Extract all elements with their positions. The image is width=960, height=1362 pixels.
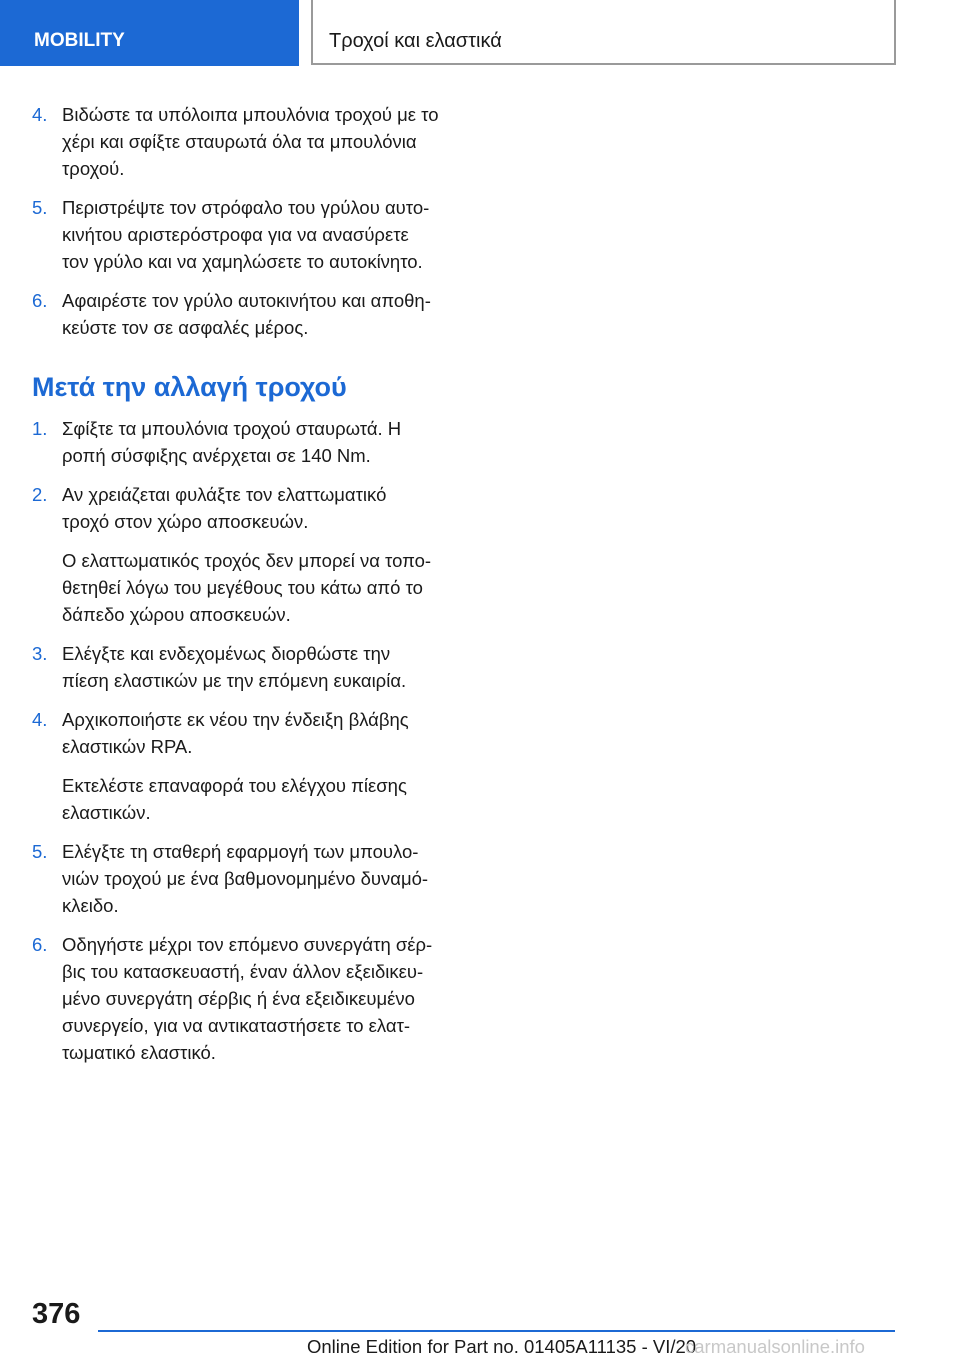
- step-text-line: Αφαιρέστε τον γρύλο αυτοκινήτου και αποθη‐: [62, 290, 431, 311]
- step-text-line: Ελέγξτε τη σταθερή εφαρμογή των μπουλο‐: [62, 841, 419, 862]
- footer-edition: Online Edition for Part no. 01405A11135 - VI/20: [307, 1336, 697, 1357]
- step-number: 6.: [32, 290, 48, 311]
- step-text-line: χέρι και σφίξτε σταυρωτά όλα τα μπουλόνια: [62, 131, 417, 152]
- chapter-title: Τροχοί και ελαστικά: [311, 0, 896, 65]
- page-content: [32, 101, 452, 1078]
- list-item: [32, 287, 452, 341]
- list-item: [32, 640, 452, 694]
- step-number: 6.: [32, 934, 48, 955]
- steps-list-after: [32, 415, 452, 1066]
- step-text-line: ελαστικών RPA.: [62, 736, 193, 757]
- footer-divider: [98, 1330, 895, 1332]
- step-text-line: κεύστε τον σε ασφαλές μέρος.: [62, 317, 309, 338]
- step-text-line: κινήτου αριστερόστροφα για να ανασύρετε: [62, 224, 409, 245]
- step-note: [62, 772, 452, 826]
- list-item: [32, 415, 452, 469]
- step-text-line: Αρχικοποιήστε εκ νέου την ένδειξη βλάβης: [62, 709, 409, 730]
- step-text-line: Σφίξτε τα μπουλόνια τροχού σταυρωτά. Η: [62, 418, 402, 439]
- step-text-line: Περιστρέψτε τον στρόφαλο του γρύλου αυτο‐: [62, 197, 430, 218]
- step-text-line: τροχό στον χώρο αποσκευών.: [62, 511, 309, 532]
- step-note: [62, 547, 452, 628]
- step-number: 4.: [32, 709, 48, 730]
- step-note-line: θετηθεί λόγω του μεγέθους του κάτω από το: [62, 577, 423, 598]
- step-number: 4.: [32, 104, 48, 125]
- step-text-line: τον γρύλο και να χαμηλώσετε το αυτοκίνητο.: [62, 251, 423, 272]
- step-number: 2.: [32, 484, 48, 505]
- step-text-line: συνεργείο, για να αντικαταστήσετε το ελατ‐: [62, 1015, 411, 1036]
- list-item: [32, 101, 452, 182]
- step-number: 1.: [32, 418, 48, 439]
- step-text-line: πίεση ελαστικών με την επόμενη ευκαιρία.: [62, 670, 407, 691]
- step-note-line: Ο ελαττωματικός τροχός δεν μπορεί να τοπο‐: [62, 550, 432, 571]
- step-text-line: μένο συνεργάτη σέρβις ή ένα εξειδικευμένο: [62, 988, 415, 1009]
- step-text-line: τροχού.: [62, 158, 125, 179]
- step-text-line: νιών τροχού με ένα βαθμονομημένο δυναμό‐: [62, 868, 429, 889]
- list-item: [32, 481, 452, 628]
- step-text-line: Ελέγξτε και ενδεχομένως διορθώστε την: [62, 643, 391, 664]
- step-note-line: δάπεδο χώρου αποσκευών.: [62, 604, 291, 625]
- step-note-line: ελαστικών.: [62, 802, 151, 823]
- section-heading: Μετά την αλλαγή τροχού: [32, 372, 347, 402]
- step-text-line: τωματικό ελαστικό.: [62, 1042, 216, 1063]
- steps-list-top: [32, 101, 452, 341]
- step-number: 5.: [32, 197, 48, 218]
- list-item: [32, 931, 452, 1066]
- step-text-line: βις του κατασκευαστή, έναν άλλον εξειδικευ‐: [62, 961, 424, 982]
- list-item: [32, 194, 452, 275]
- step-text-line: ροπή σύσφιξης ανέρχεται σε 140 Nm.: [62, 445, 371, 466]
- section-tab: MOBILITY: [0, 0, 299, 66]
- page-number: 376: [32, 1298, 81, 1330]
- step-note-line: Εκτελέστε επαναφορά του ελέγχου πίεσης: [62, 775, 407, 796]
- step-text-line: κλειδο.: [62, 895, 119, 916]
- step-text-line: Αν χρειάζεται φυλάξτε τον ελαττωματικό: [62, 484, 387, 505]
- list-item: [32, 838, 452, 919]
- step-number: 5.: [32, 841, 48, 862]
- watermark: carmanualsonline.info: [685, 1336, 865, 1357]
- step-text-line: Οδηγήστε μέχρι τον επόμενο συνεργάτη σέρ‐: [62, 934, 433, 955]
- list-item: [32, 706, 452, 826]
- step-number: 3.: [32, 643, 48, 664]
- step-text-line: Βιδώστε τα υπόλοιπα μπουλόνια τροχού με το: [62, 104, 439, 125]
- page-header: [0, 0, 960, 66]
